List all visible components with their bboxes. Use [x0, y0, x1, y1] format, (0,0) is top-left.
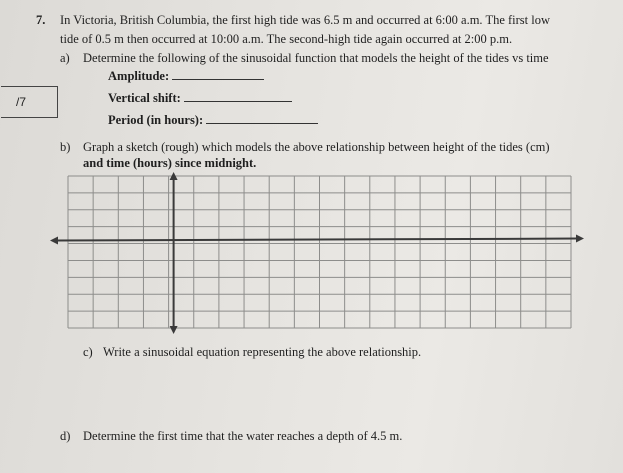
question-number: 7. [36, 13, 46, 27]
period-label: Period (in hours): [108, 113, 204, 127]
x-axis-left-arrow-icon [50, 237, 58, 245]
question-text-line-2: tide of 0.5 m then occurred at 10:00 a.m. The second-high tide again occurred at 2:00 p.m. [60, 32, 513, 46]
amplitude-label: Amplitude: [108, 69, 170, 83]
part-d-label: d) [60, 429, 71, 443]
question-text-line-1: In Victoria, British Columbia, the first high tide was 6.5 m and occurred at 6:00 a.m. The first low [60, 13, 551, 27]
part-c-label: c) [83, 345, 93, 359]
part-b-text-line-1: Graph a sketch (rough) which models the above relationship between height of the tides (cm) [83, 140, 550, 154]
x-axis [56, 239, 578, 241]
part-c-text: Write a sinusoidal equation representing the above relationship. [103, 345, 422, 359]
part-a-label: a) [60, 51, 70, 65]
x-axis-right-arrow-icon [576, 235, 584, 243]
score-label: /7 [15, 95, 26, 109]
part-b-text-line-2: and time (hours) since midnight. [83, 156, 257, 170]
part-a-text: Determine the following of the sinusoidal function that models the height of the tides vs time [83, 51, 549, 65]
vertical-shift-label: Vertical shift: [108, 91, 181, 105]
y-axis-down-arrow-icon [170, 326, 178, 334]
axes [50, 172, 584, 334]
part-d-text: Determine the first time that the water reaches a depth of 4.5 m. [83, 429, 403, 443]
part-b-label: b) [60, 140, 71, 154]
part-c-answer-area[interactable] [100, 365, 580, 420]
grid-lines [68, 176, 571, 328]
